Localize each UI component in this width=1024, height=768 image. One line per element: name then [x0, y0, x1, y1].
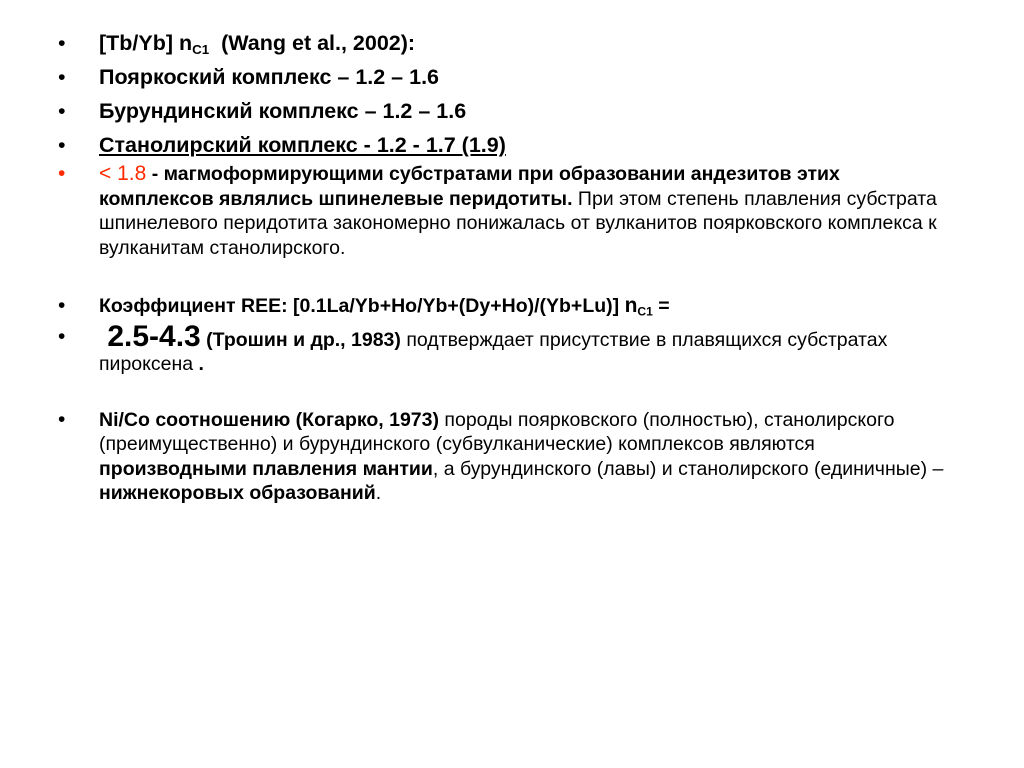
- list-item-burundinsky: [58, 94, 958, 128]
- wang-subscript: C1: [192, 41, 210, 57]
- bullet-icon: •: [58, 324, 66, 348]
- nico-bold-b: производными плавления мантии: [99, 457, 433, 480]
- bullet-icon: •: [58, 294, 66, 317]
- list-item-nico: [58, 408, 958, 506]
- list-item-stanolirsky: [58, 128, 958, 162]
- ree-text: Коэффициент REE: [0.1La/Yb+Ho/Yb+(Dy+Ho)/(Yb+Lu)]: [99, 295, 625, 317]
- bullet-list: [58, 26, 958, 506]
- bullet-icon: •: [58, 99, 66, 123]
- bullet-icon: •: [58, 407, 66, 431]
- nico-text-c: .: [375, 482, 382, 504]
- stanolirsky-text: Станолирский комплекс - 1.2 - 1.7 (1.9): [99, 133, 506, 157]
- trosin-text: подтверждает присутствие в плавящихся субстратах пироксена: [99, 328, 888, 375]
- trosin-value: 2.5-4.3: [99, 319, 201, 353]
- nico-text-a: породы поярковского (полностью), станолирского (преимущественно) и бурундинского (субвулканические) комплексов являются: [99, 408, 895, 455]
- ree-subscript: C1: [637, 304, 653, 319]
- list-item-wang: [58, 26, 958, 60]
- conclusion-value: < 1.8: [99, 162, 147, 185]
- bullet-icon: •: [58, 162, 66, 185]
- wang-text: [Tb/Yb] n: [99, 31, 193, 55]
- bullet-icon: •: [58, 31, 66, 55]
- trosin-citation: (Трошин и др., 1983): [200, 328, 401, 351]
- ree-equals: =: [652, 295, 670, 317]
- burundinsky-text: Бурундинский комплекс – 1.2 – 1.6: [99, 99, 467, 123]
- nico-bold-a: Ni/Co соотношению (Когарко, 1973): [99, 408, 439, 431]
- poyarkovsky-text: Пояркоский комплекс – 1.2 – 1.6: [99, 65, 440, 89]
- wang-citation: (Wang et al., 2002):: [209, 31, 416, 55]
- bullet-icon: •: [58, 65, 66, 89]
- ree-n: n: [624, 294, 638, 317]
- list-item-conclusion: [58, 162, 958, 260]
- list-item-poyarkovsky: [58, 60, 958, 94]
- nico-bold-c: нижнекоровых образований: [99, 482, 376, 504]
- bullet-icon: •: [58, 133, 66, 157]
- list-item-ree: [58, 294, 958, 319]
- list-item-trosin: [58, 319, 958, 377]
- conclusion-text: При этом степень плавления субстрата шпинелевого перидотита закономерно понижалась от вулканитов поярковского комплекса к вулканитам станолирского.: [99, 187, 937, 259]
- trosin-dot: .: [198, 353, 204, 375]
- nico-text-b: , а бурундинского (лавы) и станолирского (единичные) –: [432, 457, 944, 480]
- conclusion-bold-text: - магмоформирующими субстратами при образовании андезитов этих комплексов являлись шпинелевые перидотиты.: [99, 163, 840, 210]
